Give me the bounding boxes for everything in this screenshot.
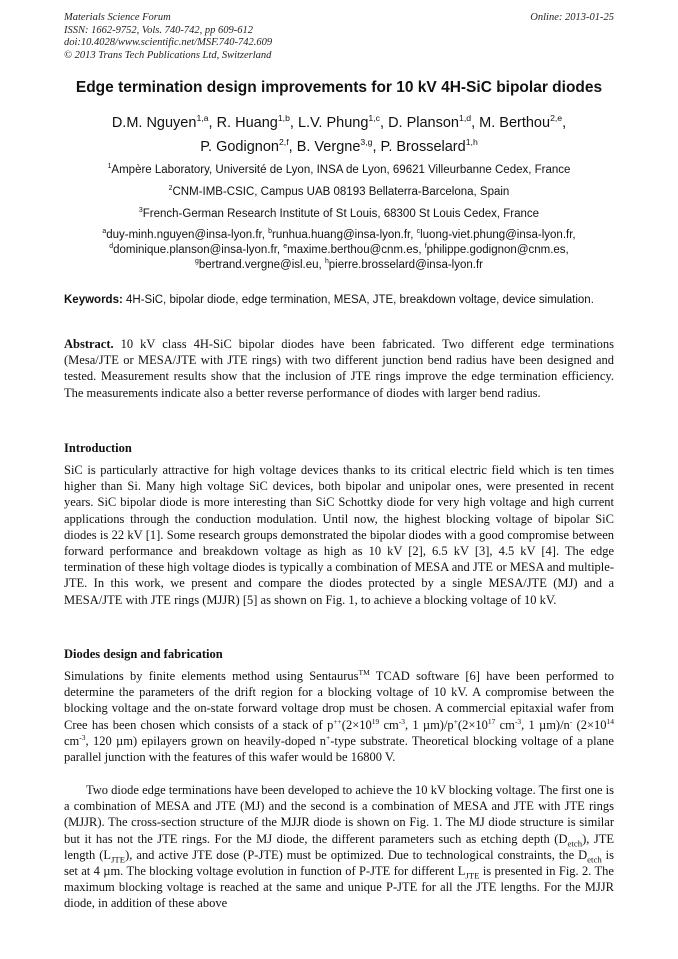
journal-header (64, 12, 272, 62)
keywords-block (64, 292, 614, 308)
journal-name: Materials Science Forum (64, 12, 171, 23)
section-heading-design: Diodes design and fabrication (64, 647, 223, 661)
affiliation-2: $^2$CNM-IMB-CSIC, Campus UAB 08193 Bellaterra-Barcelona, Spain (168, 185, 510, 198)
email-line-3: $^g$bertrand.vergne@isl.eu, $^h$pierre.brosselard@insa-lyon.fr (194, 258, 483, 271)
design-paragraph-1: Simulations by finite elements method using Sentaurus™ TCAD software [6] have been performed to determine the parameters of the drift region for a blocking voltage of 10 kV. A compromise between the blocking voltage and the on-state forward voltage drop must be chosen. A commercial epitaxial wafer from Cree has been chosen which consists of a stack of $p^{++}(2\times 10^{19}$ $cm^{-3}$, 1 $\mu m)/p^+(2\times 10^{17}$ $cm^{-3}$, 1 µm)/n- ($2\times 10^{14}$ $cm^{-3}$, 120 µm) epilayers grown on heavily-doped n+-type substrate. Theoretical blocking voltage of a plane parallel junction with the features of this wafer would be 16800 V. (64, 667, 615, 765)
email-link[interactable]: pierre.brosselard@insa-lyon.fr (328, 259, 483, 271)
email-link[interactable]: dominique.planson@insa-lyon.fr, (113, 244, 284, 256)
email-link[interactable]: maxime.berthou@cnm.es, (287, 244, 425, 256)
introduction-paragraph: SiC is particularly attractive for high voltage devices thanks to its critical electric field which is ten times higher than Si. Many high voltage SiC devices, both bipolar and unipolar ones, were presented in recent years. SiC bipolar diode is more interesting than SiC Schottky diode for very high voltage and high current applications through the conduction modulation. Until now, the highest blocking voltage of bipolar SiC diodes is 22 kV [1]. Some research groups demonstrated the bipolar diodes with a good compromise between forward performance and breakdown voltage as high as 10 kV [2], 6.5 kV [3], 4.5 kV [4]. The edge termination of these high voltage diodes is typically a combination of MESA and JTE or MESA and multiple-JTE. In this work, we present and compare the diodes protected by a single MESA/JTE (MJ) and a MESA/JTE with JTE rings (MJJR) [5] as shown on Fig. 1, to achieve a blocking voltage of 10 kV. (64, 463, 614, 607)
abstract-label: Abstract. (64, 337, 114, 351)
author: P. Godignon$^{2,f}$ (200, 137, 289, 155)
keywords-text: 4H-SiC, bipolar diode, edge termination, MESA, JTE, breakdown voltage, device simulation. (122, 294, 594, 306)
email-link[interactable]: bertrand.vergne@isl.eu, (198, 259, 325, 271)
abstract-text: 10 kV class 4H-SiC bipolar diodes have been fabricated. Two different edge terminations (Mesa/JTE or MESA/JTE with JTE rings) with two different junction bend radius have been designed and tested. Measurement results show that the inclusion of JTE rings improve the edge termination efficiency. The measurements indicate also a better reverse performance of diodes with larger bend radius. (64, 337, 614, 400)
email-line-2: $^d$dominique.planson@insa-lyon.fr, $^e$maxime.berthou@cnm.es, $^f$philippe.godignon@cnm.es, (109, 243, 569, 256)
author: B. Vergne$^{3,g}$ (296, 137, 373, 155)
design-paragraph-2: Two diode edge terminations have been developed to achieve the 10 kV blocking voltage. The first one is a combination of MESA and JTE (MJ) and the second is a combination of MESA and JTE with JTE rings (MJJR). The cross-section structure of the MJJR diode is shown on Fig. 1. The MJ diode structure is similar but it has not the JTE rings. For the MJ diode, the different parameters such as etching depth $(D_{etch})$, JTE length $(L_{JTE})$, and active JTE dose (P-JTE) must be optimized. Due to technological constraints, the $D_{etch}$ is set at 4 µm. The blocking voltage evolution in function of P-JTE for different $L_{JTE}$ is presented in Fig. 2. The maximum blocking voltage is reached at the same and unique P-JTE for all the JTE lengths. For the MJJR diode, in addition of these above (64, 783, 615, 911)
issn-line: ISSN: 1662-9752, Vols. 740-742, pp 609-612 (64, 24, 253, 36)
copyright-line: © 2013 Trans Tech Publications Ltd, Switzerland (64, 49, 272, 61)
paper-title: Edge termination design improvements for 10 kV 4H-SiC bipolar diodes (75, 79, 603, 96)
author-line-2: P. Godignon$^{2,f}$, B. Vergne$^{3,g}$, P. Brosselard$^{1,h}$ (200, 137, 478, 155)
keywords-label: Keywords: (64, 294, 123, 306)
email-line-1: $^a$duy-minh.nguyen@insa-lyon.fr, $^b$runhua.huang@insa-lyon.fr, $^c$luong-viet.phung@insa-lyon.fr, (102, 228, 576, 241)
email-link[interactable]: duy-minh.nguyen@insa-lyon.fr, (106, 229, 269, 241)
affiliation-1: $^1$Ampère Laboratory, Université de Lyon, INSA de Lyon, 69621 Villeurbanne Cedex, France (107, 163, 571, 176)
affiliation-3: $^3$French-German Research Institute of St Louis, 68300 St Louis Cedex, France (138, 207, 540, 220)
author: D. Planson$^{1,d}$ (388, 113, 472, 131)
email-link[interactable]: philippe.godignon@cnm.es, (426, 244, 569, 256)
email-link[interactable]: runhua.huang@insa-lyon.fr, (271, 229, 417, 241)
section-heading-introduction: Introduction (64, 441, 132, 455)
author: D.M. Nguyen$^{1,a}$ (111, 113, 209, 131)
online-date: Online: 2013-01-25 (530, 12, 614, 23)
author-line-1: D.M. Nguyen$^{1,a}$, R. Huang$^{1,b}$, L.V. Phung$^{1,c}$, D. Planson$^{1,d}$, M. Berthou$^{2,e}$, (111, 113, 567, 131)
email-link[interactable]: luong-viet.phung@insa-lyon.fr, (420, 229, 576, 241)
author: L.V. Phung$^{1,c}$ (297, 113, 380, 131)
author: M. Berthou$^{2,e}$ (479, 113, 563, 131)
author: P. Brosselard$^{1,h}$ (380, 137, 478, 155)
abstract (64, 336, 614, 401)
author: R. Huang$^{1,b}$ (216, 113, 290, 131)
doi-line: doi:10.4028/www.scientific.net/MSF.740-742.609 (64, 37, 273, 48)
